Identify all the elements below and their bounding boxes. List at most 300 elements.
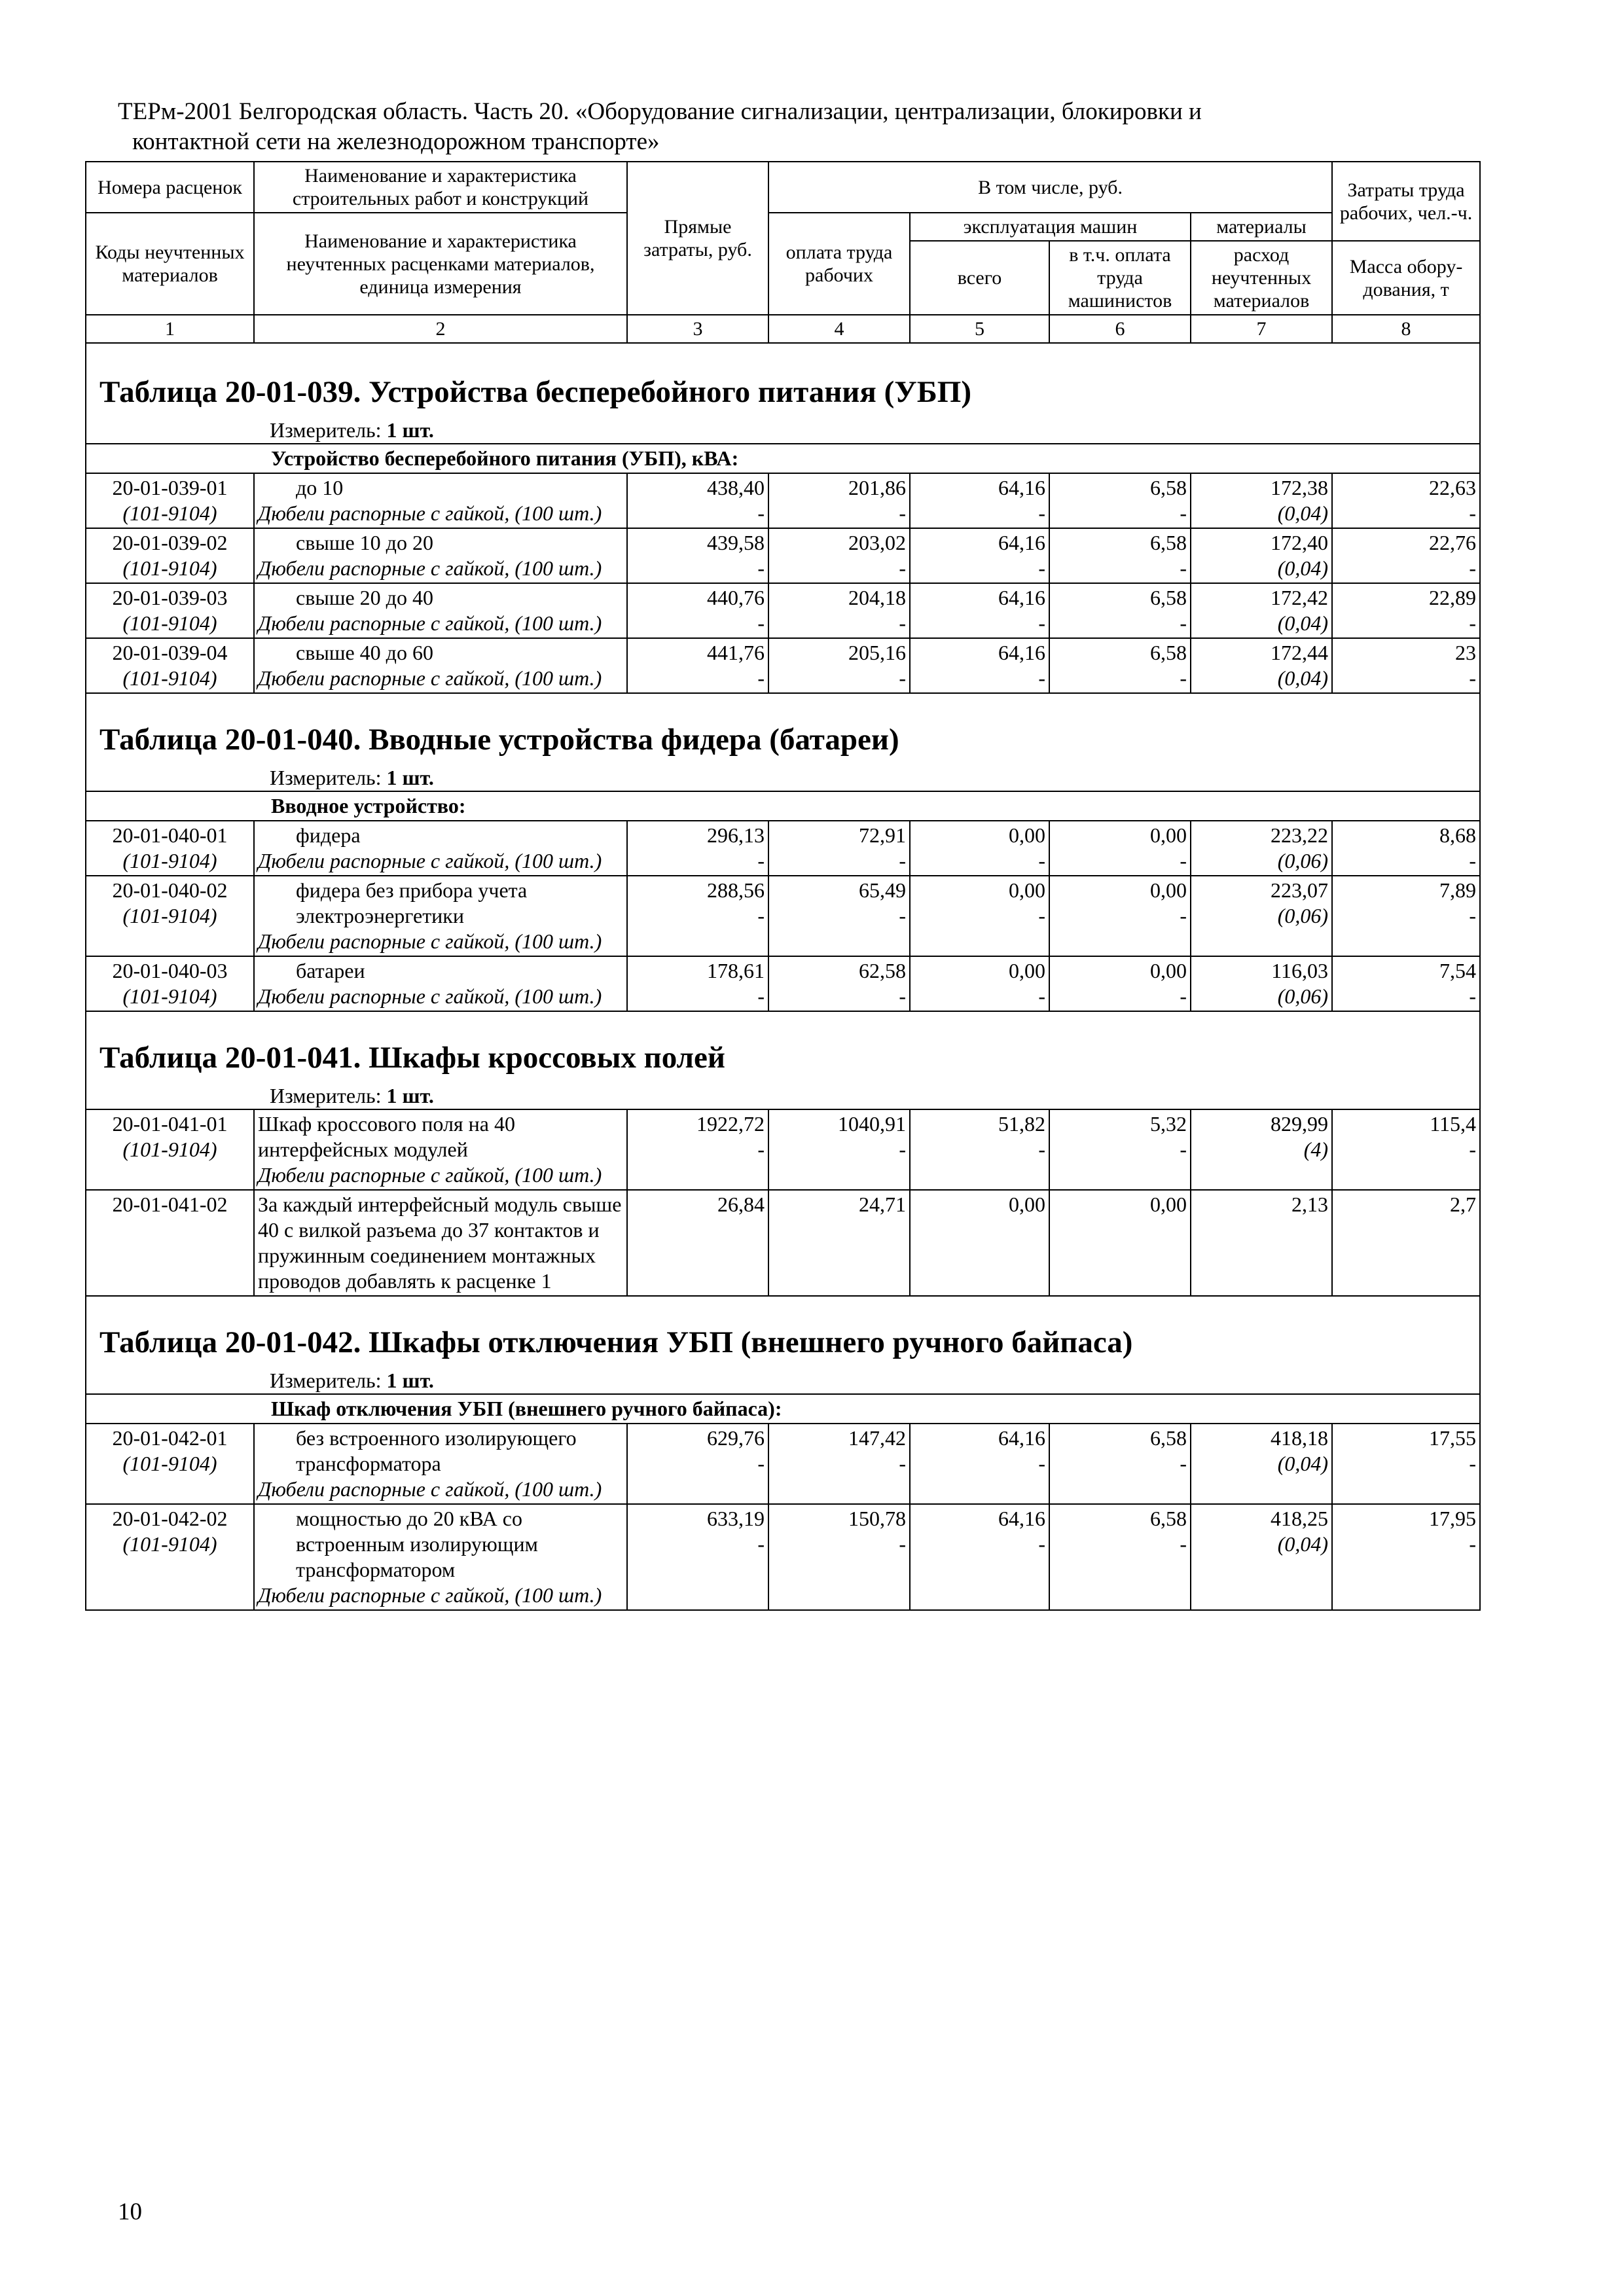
material-value: - [757, 611, 765, 635]
value-cell [1191, 583, 1332, 638]
col-head-machines: эксплуатация машин [910, 213, 1191, 241]
col-number: 4 [768, 315, 910, 343]
rate-value: 6,58 [1150, 531, 1187, 554]
rate-code-cell [86, 1424, 254, 1504]
table-row [86, 956, 1480, 1011]
material-value: - [757, 1452, 765, 1475]
value-cell [910, 876, 1049, 956]
measure-label: Измеритель: [270, 418, 382, 442]
table-row [86, 821, 1480, 876]
material-name: Дюбели распорные с гайкой, (100 шт.) [258, 666, 602, 690]
material-value: - [899, 501, 906, 525]
material-value: - [899, 984, 906, 1008]
rate-value: 1922,72 [696, 1112, 765, 1136]
material-value: - [899, 1532, 906, 1556]
rate-value: 64,16 [998, 641, 1045, 664]
material-value: (0,04) [1277, 501, 1329, 525]
rate-name: до 10 [296, 476, 344, 499]
col-number: 5 [910, 315, 1049, 343]
section-title: Таблица 20-01-042. Шкафы отключения УБП (внешнего ручного байпаса) [99, 1325, 1133, 1359]
section-title-row [86, 693, 1480, 791]
value-cell [1332, 1190, 1480, 1296]
rate-code: 20-01-040-02 [112, 878, 228, 902]
rate-name: свыше 40 до 60 [296, 641, 433, 664]
rate-code-cell [86, 638, 254, 693]
value-cell [627, 1190, 768, 1296]
rate-value: 629,76 [707, 1426, 765, 1450]
value-cell [1332, 821, 1480, 876]
rate-value: 223,22 [1271, 823, 1329, 847]
rate-value: 51,82 [998, 1112, 1045, 1136]
material-value: - [1469, 1452, 1477, 1475]
value-cell [1332, 1424, 1480, 1504]
col-head-work-name: Наименование и характеристика строительных работ и конструкций [254, 162, 627, 213]
rate-value: 0,00 [1150, 878, 1187, 902]
value-cell [1049, 1190, 1191, 1296]
section-title-cell [86, 1011, 1480, 1109]
value-cell [1332, 956, 1480, 1011]
value-cell [1049, 1109, 1191, 1190]
rate-name-cell [254, 473, 627, 528]
rate-value: 172,44 [1271, 641, 1329, 664]
table-row [86, 1504, 1480, 1610]
value-cell [910, 1109, 1049, 1190]
value-cell [768, 1109, 910, 1190]
value-cell [1332, 528, 1480, 583]
value-cell [1191, 821, 1332, 876]
measure-label: Измеритель: [270, 1084, 382, 1107]
material-code: (101-9104) [122, 666, 217, 690]
material-value: - [1180, 984, 1187, 1008]
rate-name: свыше 10 до 20 [296, 531, 433, 554]
rate-value: 22,89 [1429, 586, 1477, 609]
material-code: (101-9104) [122, 849, 217, 872]
rate-name-cell [254, 1504, 627, 1610]
material-value: - [899, 904, 906, 927]
rate-value: 2,13 [1291, 1193, 1329, 1216]
rate-name: свыше 20 до 40 [296, 586, 433, 609]
rate-value: 0,00 [1150, 1193, 1187, 1216]
value-cell [627, 1424, 768, 1504]
rate-value: 288,56 [707, 878, 765, 902]
value-cell [910, 1190, 1049, 1296]
page-title-line1: ТЕРм-2001 Белгородская область. Часть 20. «Оборудование сигнализации, централизации, блокировки и [118, 98, 1202, 125]
rate-value: 62,58 [859, 959, 906, 982]
material-name: Дюбели распорные с гайкой, (100 шт.) [258, 556, 602, 580]
rates-table [85, 161, 1481, 1611]
group-row [86, 1394, 1480, 1424]
col-head-material-codes: Коды неучтенных материалов [86, 213, 254, 315]
rate-value: 172,40 [1271, 531, 1329, 554]
value-cell [627, 876, 768, 956]
rate-value: 2,7 [1450, 1193, 1477, 1216]
col-number: 2 [254, 315, 627, 343]
material-value: - [757, 984, 765, 1008]
rate-value: 6,58 [1150, 1426, 1187, 1450]
rate-value: 64,16 [998, 531, 1045, 554]
material-value: - [757, 1138, 765, 1161]
rate-name-cell [254, 583, 627, 638]
rate-code-cell [86, 821, 254, 876]
measure-unit [99, 1077, 1466, 1109]
rate-name-cell [254, 956, 627, 1011]
rate-code-cell [86, 1504, 254, 1610]
section-title-row [86, 1011, 1480, 1109]
value-cell [1332, 1109, 1480, 1190]
rate-code: 20-01-040-01 [112, 823, 228, 847]
material-code: (101-9104) [122, 1532, 217, 1556]
rate-value: 0,00 [1009, 959, 1045, 982]
material-value: - [1180, 849, 1187, 872]
rate-code: 20-01-041-01 [112, 1112, 228, 1136]
material-value: - [1038, 556, 1045, 580]
rate-value: 223,07 [1271, 878, 1329, 902]
col-number: 1 [86, 315, 254, 343]
material-value: - [1038, 611, 1045, 635]
material-value: - [757, 1532, 765, 1556]
measure-unit [99, 1362, 1466, 1393]
rate-value: 5,32 [1150, 1112, 1187, 1136]
measure-unit [99, 412, 1466, 443]
rate-value: 829,99 [1271, 1112, 1329, 1136]
material-name: Дюбели распорные с гайкой, (100 шт.) [258, 1477, 602, 1501]
section-title: Таблица 20-01-041. Шкафы кроссовых полей [99, 1041, 725, 1075]
value-cell [910, 473, 1049, 528]
section-title-cell [86, 1296, 1480, 1394]
value-cell [910, 821, 1049, 876]
rate-code: 20-01-042-01 [112, 1426, 228, 1450]
value-cell [1049, 638, 1191, 693]
material-value: - [1038, 501, 1045, 525]
rate-code-cell [86, 528, 254, 583]
table-row [86, 1424, 1480, 1504]
group-title: Шкаф отключения УБП (внешнего ручного байпаса): [86, 1394, 1480, 1424]
rate-value: 6,58 [1150, 641, 1187, 664]
material-value: - [1180, 611, 1187, 635]
col-head-materials: материалы [1191, 213, 1332, 241]
col-number: 6 [1049, 315, 1191, 343]
value-cell [1191, 1424, 1332, 1504]
rate-code: 20-01-040-03 [112, 959, 228, 982]
value-cell [627, 1109, 768, 1190]
rate-value: 17,95 [1429, 1507, 1477, 1530]
rate-value: 0,00 [1150, 959, 1187, 982]
rate-name: батареи [296, 959, 365, 982]
col-head-worker-pay: оплата труда рабочих [768, 213, 910, 315]
material-value: - [1180, 666, 1187, 690]
material-value: (0,06) [1277, 904, 1329, 927]
rate-value: 205,16 [848, 641, 906, 664]
value-cell [627, 1504, 768, 1610]
rate-code: 20-01-039-01 [112, 476, 228, 499]
material-value: (0,04) [1277, 1452, 1329, 1475]
value-cell [1049, 583, 1191, 638]
col-head-machines-total: всего [910, 241, 1049, 315]
rate-name-cell [254, 528, 627, 583]
rate-code-cell [86, 876, 254, 956]
measure-label: Измеритель: [270, 1369, 382, 1392]
value-cell [768, 638, 910, 693]
rate-value: 64,16 [998, 1426, 1045, 1450]
rate-value: 0,00 [1009, 878, 1045, 902]
material-code: (101-9104) [122, 984, 217, 1008]
rate-value: 172,38 [1271, 476, 1329, 499]
col-number: 8 [1332, 315, 1480, 343]
value-cell [627, 583, 768, 638]
value-cell [910, 638, 1049, 693]
rate-value: 65,49 [859, 878, 906, 902]
col-head-machinist-pay: в т.ч. оплата труда машинистов [1049, 241, 1191, 315]
rate-value: 633,19 [707, 1507, 765, 1530]
material-name: Дюбели распорные с гайкой, (100 шт.) [258, 849, 602, 872]
rate-value: 441,76 [707, 641, 765, 664]
value-cell [1332, 876, 1480, 956]
material-value: - [899, 849, 906, 872]
rate-value: 23 [1455, 641, 1477, 664]
material-value: - [1038, 1452, 1045, 1475]
rate-value: 0,00 [1150, 823, 1187, 847]
value-cell [768, 876, 910, 956]
rate-value: 418,18 [1271, 1426, 1329, 1450]
value-cell [1332, 1504, 1480, 1610]
rate-code-cell [86, 1190, 254, 1296]
value-cell [1191, 473, 1332, 528]
rate-code: 20-01-041-02 [112, 1193, 228, 1216]
measure-unit [99, 759, 1466, 791]
value-cell [768, 1190, 910, 1296]
material-value: - [899, 1452, 906, 1475]
rate-value: 1040,91 [838, 1112, 906, 1136]
material-value: - [1469, 501, 1477, 525]
value-cell [768, 528, 910, 583]
rate-value: 24,71 [859, 1193, 906, 1216]
rate-value: 172,42 [1271, 586, 1329, 609]
rate-value: 147,42 [848, 1426, 906, 1450]
rate-code-cell [86, 956, 254, 1011]
table-body [86, 343, 1480, 1610]
section-title: Таблица 20-01-040. Вводные устройства фидера (батареи) [99, 723, 899, 757]
material-value: - [1038, 904, 1045, 927]
table-row [86, 528, 1480, 583]
col-head-direct-costs: Прямые затраты, руб. [627, 162, 768, 315]
rate-value: 204,18 [848, 586, 906, 609]
rate-code-cell [86, 473, 254, 528]
value-cell [627, 528, 768, 583]
material-value: (0,04) [1277, 1532, 1329, 1556]
rate-value: 64,16 [998, 476, 1045, 499]
value-cell [1049, 1504, 1191, 1610]
group-title: Вводное устройство: [86, 791, 1480, 821]
value-cell [910, 528, 1049, 583]
value-cell [910, 956, 1049, 1011]
material-name: Дюбели распорные с гайкой, (100 шт.) [258, 1163, 602, 1187]
material-value: - [1180, 904, 1187, 927]
measure-label: Измеритель: [270, 766, 382, 789]
material-value: - [899, 611, 906, 635]
material-value: - [757, 849, 765, 872]
material-value: - [1180, 1452, 1187, 1475]
table-row [86, 1109, 1480, 1190]
value-cell [1191, 1504, 1332, 1610]
material-value: - [1469, 556, 1477, 580]
material-value: (4) [1303, 1138, 1329, 1161]
table-row [86, 1190, 1480, 1296]
rate-value: 22,76 [1429, 531, 1477, 554]
rate-value: 439,58 [707, 531, 765, 554]
material-value: - [1038, 666, 1045, 690]
rate-name-cell [254, 1424, 627, 1504]
measure-value: 1 шт. [386, 1369, 434, 1392]
rate-value: 201,86 [848, 476, 906, 499]
col-head-material-use: расход неучтенных материалов [1191, 241, 1332, 315]
rate-value: 22,63 [1429, 476, 1477, 499]
value-cell [1332, 473, 1480, 528]
material-value: - [1469, 1532, 1477, 1556]
col-head-rate-numbers: Номера расценок [86, 162, 254, 213]
material-value: - [757, 501, 765, 525]
value-cell [1332, 638, 1480, 693]
value-cell [1191, 528, 1332, 583]
material-value: - [757, 666, 765, 690]
material-value: - [899, 1138, 906, 1161]
rate-value: 7,89 [1439, 878, 1477, 902]
value-cell [768, 821, 910, 876]
rate-value: 115,4 [1430, 1112, 1477, 1136]
value-cell [910, 1424, 1049, 1504]
section-title-row [86, 1296, 1480, 1394]
page-title-line2: контактной сети на железнодорожном транспорте» [132, 128, 660, 155]
rate-name-cell [254, 821, 627, 876]
material-code: (101-9104) [122, 501, 217, 525]
page-title [118, 97, 1427, 157]
rate-value: 0,00 [1009, 823, 1045, 847]
material-code: (101-9104) [122, 904, 217, 927]
rate-name-cell [254, 876, 627, 956]
rate-code-cell [86, 1109, 254, 1190]
rate-value: 64,16 [998, 1507, 1045, 1530]
rate-value: 116,03 [1271, 959, 1329, 982]
value-cell [768, 1424, 910, 1504]
rate-name-cell [254, 638, 627, 693]
rate-value: 17,55 [1429, 1426, 1477, 1450]
section-title: Таблица 20-01-039. Устройства бесперебойного питания (УБП) [99, 375, 971, 409]
material-value: - [1469, 666, 1477, 690]
material-value: - [899, 666, 906, 690]
page-number: 10 [118, 2198, 142, 2225]
rate-name: фидера без прибора учета электроэнергетики [296, 878, 528, 927]
material-code: (101-9104) [122, 1138, 217, 1161]
material-value: - [1180, 1138, 1187, 1161]
rate-value: 203,02 [848, 531, 906, 554]
rate-value: 6,58 [1150, 586, 1187, 609]
table-row [86, 473, 1480, 528]
material-name: Дюбели распорные с гайкой, (100 шт.) [258, 1583, 602, 1607]
column-numbers-row [86, 315, 1480, 343]
value-cell [1049, 528, 1191, 583]
material-value: (0,04) [1277, 611, 1329, 635]
measure-value: 1 шт. [386, 766, 434, 789]
group-row [86, 444, 1480, 473]
material-value: - [1469, 984, 1477, 1008]
material-value: - [1038, 984, 1045, 1008]
rate-value: 438,40 [707, 476, 765, 499]
group-row [86, 791, 1480, 821]
rate-code: 20-01-042-02 [112, 1507, 228, 1530]
material-value: (0,04) [1277, 666, 1329, 690]
col-number: 3 [627, 315, 768, 343]
table-row [86, 583, 1480, 638]
material-code: (101-9104) [122, 611, 217, 635]
value-cell [1049, 1424, 1191, 1504]
material-name: Дюбели распорные с гайкой, (100 шт.) [258, 984, 602, 1008]
rate-name: фидера [296, 823, 361, 847]
value-cell [768, 956, 910, 1011]
value-cell [768, 583, 910, 638]
material-name: Дюбели распорные с гайкой, (100 шт.) [258, 501, 602, 525]
material-value: - [1180, 501, 1187, 525]
rate-value: 296,13 [707, 823, 765, 847]
value-cell [1049, 821, 1191, 876]
rate-name-cell [254, 1109, 627, 1190]
col-head-material-names: Наименование и характеристика неучтенных расценками материалов, единица измерения [254, 213, 627, 315]
material-value: - [1469, 904, 1477, 927]
rate-value: 8,68 [1439, 823, 1477, 847]
value-cell [627, 638, 768, 693]
value-cell [627, 821, 768, 876]
material-value: - [1038, 849, 1045, 872]
material-value: - [1180, 1532, 1187, 1556]
value-cell [1049, 473, 1191, 528]
value-cell [1191, 1190, 1332, 1296]
section-title-cell [86, 343, 1480, 444]
value-cell [768, 1504, 910, 1610]
rate-value: 178,61 [707, 959, 765, 982]
rate-code: 20-01-039-02 [112, 531, 228, 554]
material-code: (101-9104) [122, 556, 217, 580]
material-value: - [899, 556, 906, 580]
material-value: - [1180, 556, 1187, 580]
rate-code: 20-01-039-04 [112, 641, 228, 664]
material-value: - [1469, 1138, 1477, 1161]
material-value: (0,06) [1277, 984, 1329, 1008]
table-row [86, 638, 1480, 693]
group-title: Устройство бесперебойного питания (УБП), кВА: [86, 444, 1480, 473]
material-value: - [1469, 611, 1477, 635]
rate-code-cell [86, 583, 254, 638]
value-cell [910, 1504, 1049, 1610]
measure-value: 1 шт. [386, 1084, 434, 1107]
rate-value: 7,54 [1439, 959, 1477, 982]
rate-value: 418,25 [1271, 1507, 1329, 1530]
material-name: Дюбели распорные с гайкой, (100 шт.) [258, 611, 602, 635]
material-value: (0,04) [1277, 556, 1329, 580]
material-value: - [757, 556, 765, 580]
rate-code: 20-01-039-03 [112, 586, 228, 609]
value-cell [627, 473, 768, 528]
value-cell [1191, 956, 1332, 1011]
value-cell [1191, 876, 1332, 956]
rate-value: 6,58 [1150, 1507, 1187, 1530]
table-header [86, 162, 1480, 343]
material-value: - [1038, 1532, 1045, 1556]
rate-name: без встроенного изолирующего трансформатора [296, 1426, 577, 1475]
value-cell [1191, 1109, 1332, 1190]
measure-value: 1 шт. [386, 418, 434, 442]
value-cell [1191, 638, 1332, 693]
rate-value: 26,84 [717, 1193, 765, 1216]
table-row [86, 876, 1480, 956]
col-head-including: В том числе, руб. [768, 162, 1332, 213]
